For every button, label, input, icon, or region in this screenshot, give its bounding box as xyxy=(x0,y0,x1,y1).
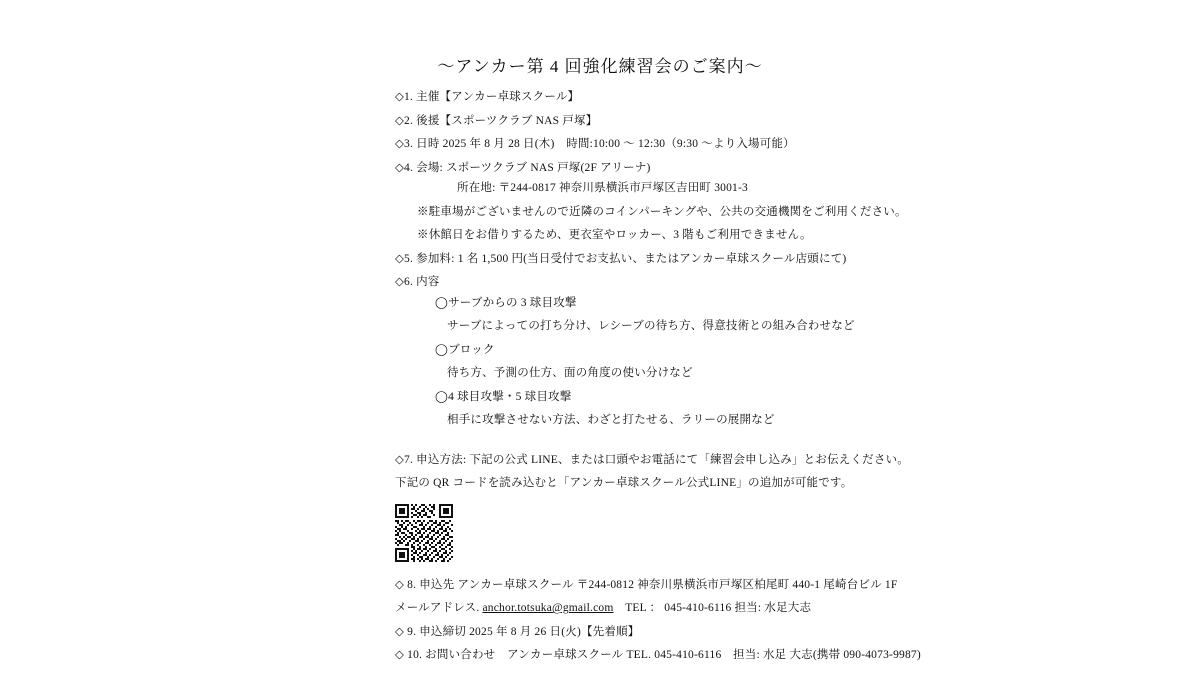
item-inquiry: ◇ 10. お問い合わせ アンカー卓球スクール TEL. 045-410-6116 担当: 水足 大志(携帯 090-4073-9987) xyxy=(395,649,921,661)
item-apply-to-address: ◇ 8. 申込先 アンカー卓球スクール 〒244-0812 神奈川県横浜市戸塚区柏尾町 440-1 尾崎台ビル 1F xyxy=(395,578,898,591)
document-body xyxy=(395,92,1155,674)
item-content-heading: ◇6. 内容 xyxy=(395,276,440,288)
content-serve-third-ball: ◯サーブからの 3 球目攻撃 xyxy=(435,296,577,309)
content-block: ◯ブロック xyxy=(435,343,495,356)
content-block-detail: 待ち方、予測の仕方、面の角度の使い分けなど xyxy=(447,367,693,379)
email-link[interactable]: anchor.totsuka@gmail.com xyxy=(482,602,614,614)
note-parking: ※駐車場がございませんので近隣のコインパーキングや、公共の交通機関をご利用ください。 xyxy=(417,205,907,218)
item-date-time: ◇3. 日時 2025 年 8 月 28 日(木) 時間:10:00 〜 12:30（9:30 〜より入場可能） xyxy=(395,138,795,150)
item-support: ◇2. 後援【スポーツクラブ NAS 戸塚】 xyxy=(395,114,598,127)
item-fee: ◇5. 参加料: 1 名 1,500 円(当日受付でお支払い、またはアンカー卓球スクール店頭にて) xyxy=(395,252,847,265)
page-title: 〜アンカー第 4 回強化練習会のご案内〜 xyxy=(437,57,763,76)
content-fourth-fifth-ball-detail: 相手に攻撃させない方法、わざと打たせる、ラリーの展開など xyxy=(447,414,775,426)
content-serve-third-ball-detail: サーブによっての打ち分け、レシーブの待ち方、得意技術との組み合わせなど xyxy=(447,320,855,332)
content-fourth-fifth-ball: ◯4 球目攻撃・5 球目攻撃 xyxy=(435,390,572,403)
item-organizer: ◇1. 主催【アンカー卓球スクール】 xyxy=(395,91,580,103)
item-apply-method-line1: ◇7. 申込方法: 下記の公式 LINE、または口頭やお電話にて「練習会申し込み」とお伝えください。 xyxy=(395,453,909,466)
email-label: メールアドレス. xyxy=(395,602,483,614)
item-venue: ◇4. 会場: スポーツクラブ NAS 戸塚(2F アリーナ) xyxy=(395,161,651,174)
qr-code-icon xyxy=(395,504,453,562)
item-apply-method-line2: 下記の QR コードを読み込むと「アンカー卓球スクール公式LINE」の追加が可能です。 xyxy=(395,477,853,489)
item-apply-to-contact xyxy=(395,603,1155,615)
qr-code-block xyxy=(395,504,1155,562)
tel-text: TEL ： 045-410-6116 担当: 水足大志 xyxy=(613,602,812,614)
note-closed-day: ※休館日をお借りするため、更衣室やロッカー、3 階もご利用できません。 xyxy=(417,229,812,241)
item-deadline: ◇ 9. 申込締切 2025 年 8 月 26 日(火)【先着順】 xyxy=(395,625,640,638)
item-venue-address: 所在地: 〒244-0817 神奈川県横浜市戸塚区吉田町 3001-3 xyxy=(457,182,748,194)
